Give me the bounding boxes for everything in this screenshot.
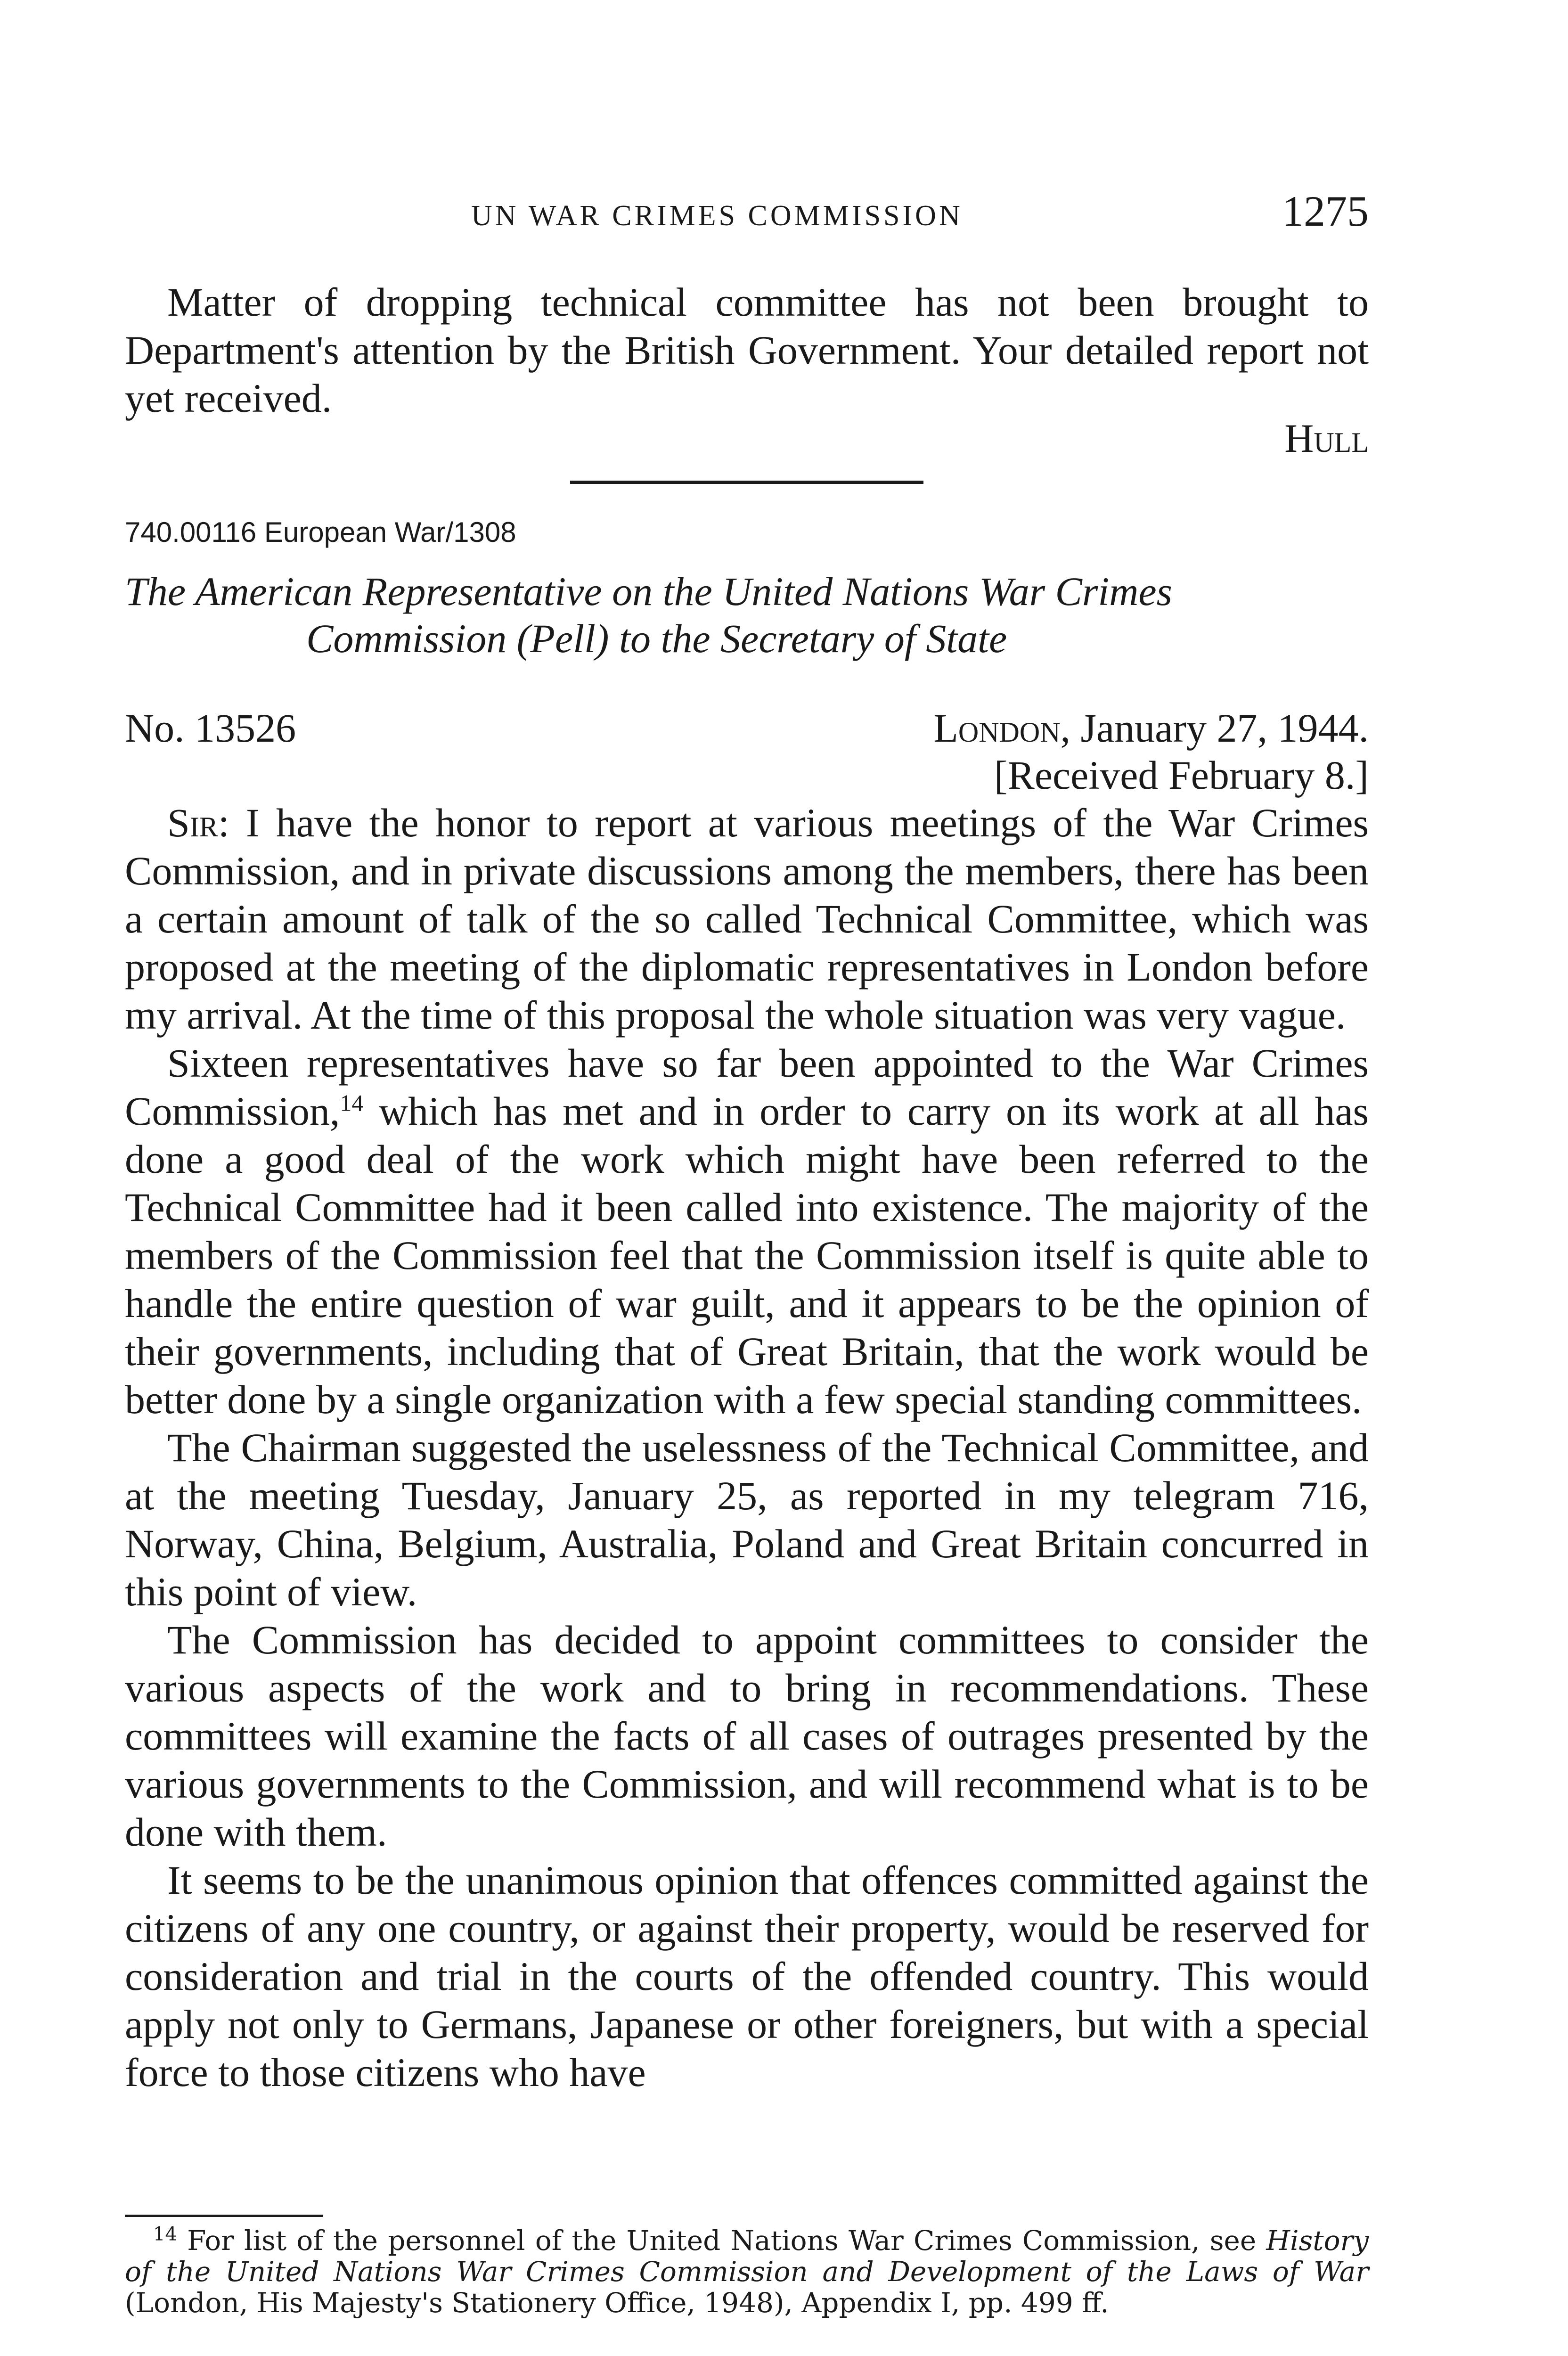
paragraph-2-text-a: Sixteen representatives have so far been appointed to the War Crimes Commission, <box>125 1040 1369 1134</box>
dateline-place: London, <box>933 705 1071 751</box>
paragraph-1-text: I have the honor to report at various meetings of the War Crimes Commission, and in private discussions among the members, there has been a certain amount of talk of the so called Technical Committee, which was proposed at the meeting of the diplomatic representatives in London before my arrival. At the time of this proposal the whole situation was very vague. <box>125 800 1369 1038</box>
footnote-14 <box>125 2225 1369 2318</box>
dateline-date: January 27, 1944. <box>1070 705 1369 751</box>
prior-document-text <box>125 278 1369 422</box>
prior-signature-block <box>125 415 1369 466</box>
prior-document-paragraph: Matter of dropping technical committee has not been brought to Department's attention by the British Government. Your detailed report not yet received. <box>125 279 1369 421</box>
running-title: UN WAR CRIMES COMMISSION <box>471 200 963 232</box>
page-number: 1275 <box>1282 187 1369 235</box>
letter-paragraph-2 <box>125 1039 1369 1423</box>
footnote-text-after: (London, His Majesty's Stationery Office, 1948), Appendix I, pp. 499 ff. <box>125 2287 1109 2319</box>
salutation: Sir: <box>167 800 229 845</box>
footnote-marker: 14 <box>340 1089 364 1116</box>
file-reference: 740.00116 European War/1308 <box>125 516 516 548</box>
footnote-number: 14 <box>153 2223 177 2245</box>
signature: Hull <box>1284 416 1369 461</box>
heading-line-1: The American Representative on the United Nations War Crimes <box>125 569 1173 614</box>
document-number: No. 13526 <box>125 705 296 751</box>
letter-paragraph-4: The Commission has decided to appoint committees to consider the various aspects of the work and to bring in recommendations. These committees will examine the facts of all cases of outrages presented by the various governments to the Commission, and will recommend what is to be done with them. <box>125 1617 1369 1855</box>
running-header <box>125 186 1369 243</box>
footnote-text-before: For list of the personnel of the United Nations War Crimes Commission, see <box>177 2225 1266 2257</box>
letter-paragraph-1 <box>125 799 1369 1039</box>
received-date: [Received February 8.] <box>994 753 1369 798</box>
section-divider <box>570 481 923 484</box>
heading-line-2: Commission (Pell) to the Secretary of State <box>306 616 1007 661</box>
footnote-title: History of the United Nations War Crimes Commission and Development of the Laws of War <box>125 2225 1369 2288</box>
dateline <box>933 704 1369 799</box>
letter-paragraph-3: The Chairman suggested the uselessness of the Technical Committee, and at the meeting Tuesday, January 25, as reported in my telegram 716, Norway, China, Belgium, Australia, Poland and Great Britain concurred in this point of view. <box>125 1425 1369 1614</box>
footnote-divider <box>125 2215 323 2217</box>
letter-paragraph-5: It seems to be the unanimous opinion that offences committed against the citizens of any one country, or against their property, would be reserved for consideration and trial in the courts of the offended country. This would apply not only to Germans, Japanese or other foreigners, but with a special force to those citizens who have <box>125 1857 1369 2095</box>
letter-body <box>125 799 1369 2096</box>
document-heading <box>125 568 1369 662</box>
paragraph-2-text-b: which has met and in order to carry on its work at all has done a good deal of the work which might have been referred to the Technical Committee had it been called into existence. The majority of the members of the Commission feel that the Commission itself is quite able to handle the entire question of war guilt, and it appears to be the opinion of their governments, including that of Great Britain, that the work would be better done by a single organization with a few special standing committees. <box>125 1088 1369 1422</box>
